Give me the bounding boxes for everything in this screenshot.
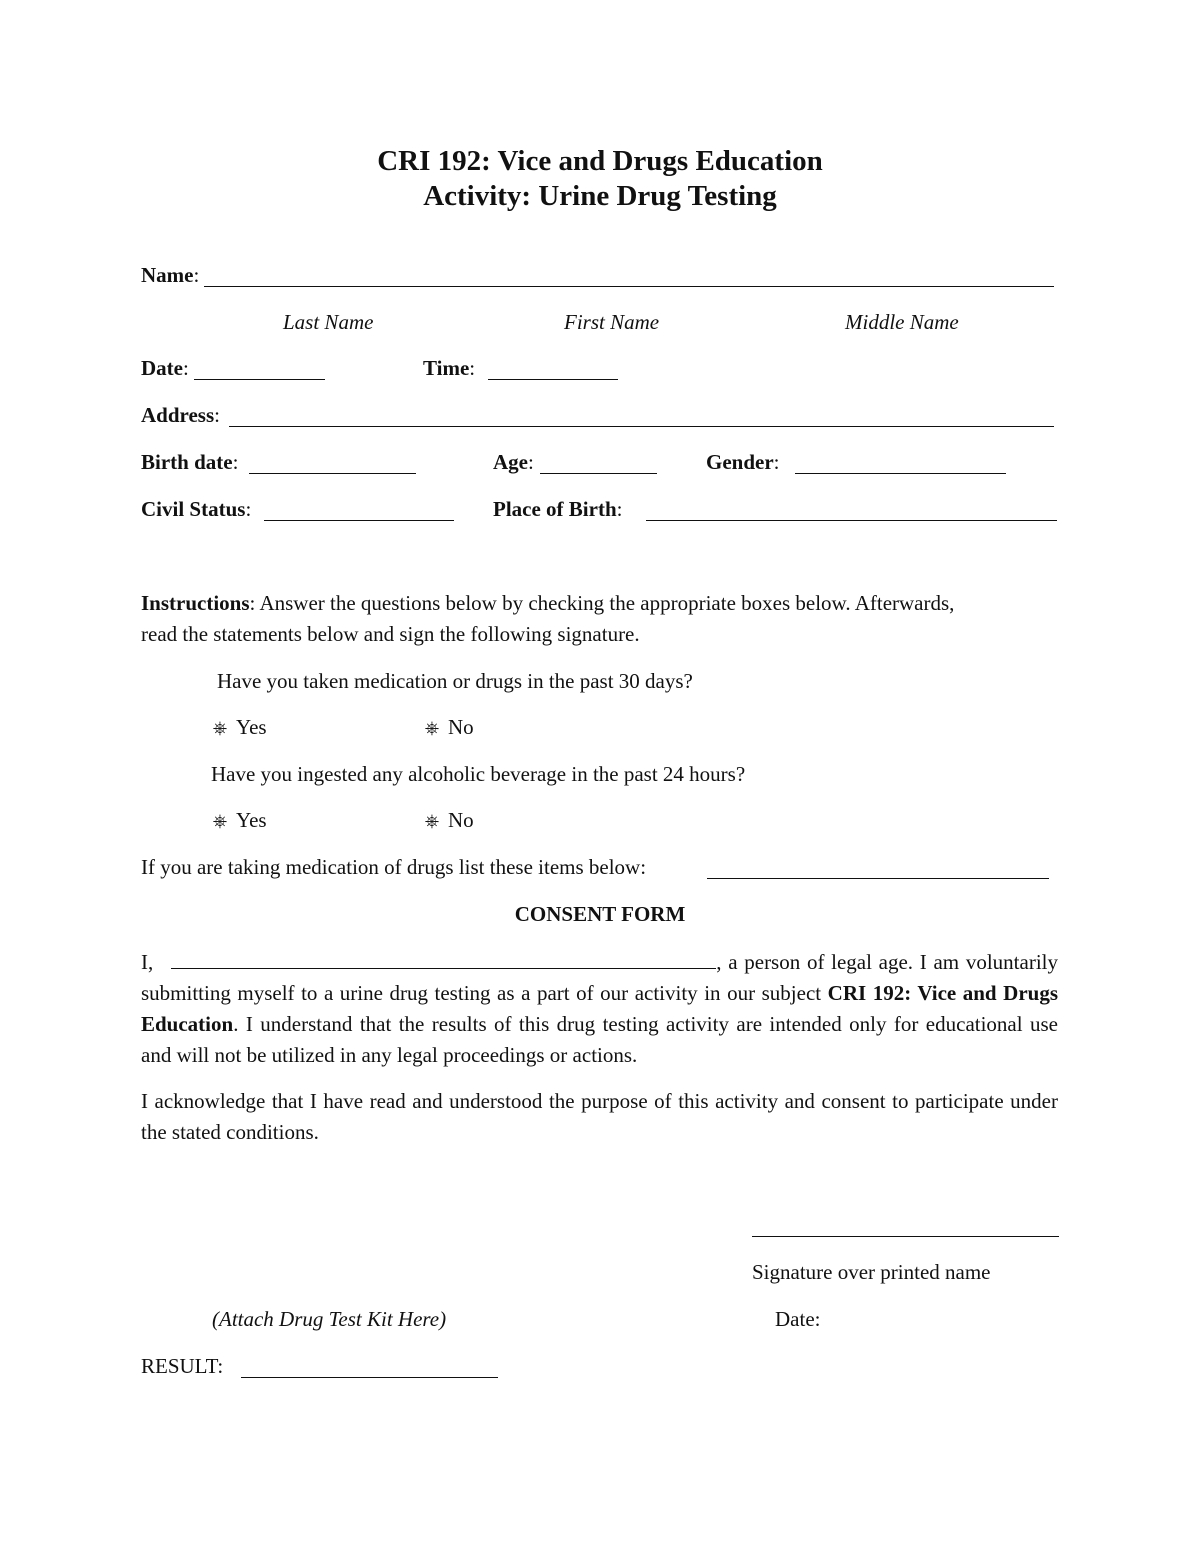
age-label: Age: [493, 450, 534, 474]
consent-name-field[interactable] [171, 946, 716, 969]
bell-checkbox-icon[interactable]: ⎈ [212, 811, 228, 831]
signature-caption: Signature over printed name [752, 1260, 991, 1284]
result-label: RESULT: [141, 1354, 224, 1378]
time-field[interactable] [488, 379, 618, 380]
civil-status-field[interactable] [264, 520, 454, 521]
result-field[interactable] [241, 1377, 498, 1378]
instructions-line-1: Instructions: Answer the questions below by checking the appropriate boxes below. Afterwards, [141, 591, 955, 615]
instructions-line-2: read the statements below and sign the following signature. [141, 622, 640, 646]
attach-kit-note: (Attach Drug Test Kit Here) [212, 1307, 447, 1331]
middle-name-caption: Middle Name [845, 310, 959, 334]
age-field[interactable] [540, 473, 657, 474]
gender-field[interactable] [795, 473, 1006, 474]
medication-list-prompt: If you are taking medication of drugs list these items below: [141, 855, 647, 879]
medication-list-field[interactable] [707, 878, 1049, 879]
birth-date-field[interactable] [249, 473, 416, 474]
birth-date-label: Birth date: [141, 450, 239, 474]
question-2-text: Have you ingested any alcoholic beverage in the past 24 hours? [211, 762, 746, 786]
address-label: Address: [141, 403, 220, 427]
signature-date-label: Date: [775, 1307, 821, 1331]
activity-title: Activity: Urine Drug Testing [423, 180, 777, 212]
date-label: Date: [141, 356, 189, 380]
consent-heading: CONSENT FORM [514, 902, 686, 926]
gender-label: Gender: [706, 450, 780, 474]
signature-field[interactable] [752, 1236, 1059, 1237]
bell-checkbox-icon[interactable]: ⎈ [424, 811, 440, 831]
q1-no-option[interactable]: ⎈ No [422, 715, 474, 740]
bell-checkbox-icon[interactable]: ⎈ [424, 718, 440, 738]
first-name-caption: First Name [564, 310, 660, 334]
date-field[interactable] [194, 379, 325, 380]
time-label: Time: [423, 356, 476, 380]
civil-status-label: Civil Status: [141, 497, 252, 521]
form-title: CRI 192: Vice and Drugs Education [377, 145, 823, 177]
address-field[interactable] [229, 426, 1054, 427]
place-of-birth-field[interactable] [646, 520, 1057, 521]
question-1-text: Have you taken medication or drugs in the past 30 days? [217, 669, 693, 693]
q2-yes-option[interactable]: ⎈ Yes [210, 808, 267, 833]
bell-checkbox-icon[interactable]: ⎈ [212, 718, 228, 738]
name-field[interactable] [204, 286, 1054, 287]
q1-yes-option[interactable]: ⎈ Yes [210, 715, 267, 740]
name-label: Name: [141, 263, 200, 287]
instructions-label: Instructions [141, 591, 250, 615]
place-of-birth-label: Place of Birth: [493, 497, 623, 521]
consent-paragraph-2: I acknowledge that I have read and understood the purpose of this activity and consent to participate under the stated conditions. [141, 1089, 1058, 1144]
q2-no-option[interactable]: ⎈ No [422, 808, 474, 833]
consent-paragraph-1: I, , a person of legal age. I am voluntarily submitting myself to a urine drug testing as a part of our activity in our subject CRI 192: Vice and Drugs Education. I understand that the results of this drug testing activity are intended only for educational use and will not be utilized in any legal proceedings or actions. [141, 946, 1058, 1071]
last-name-caption: Last Name [283, 310, 374, 334]
